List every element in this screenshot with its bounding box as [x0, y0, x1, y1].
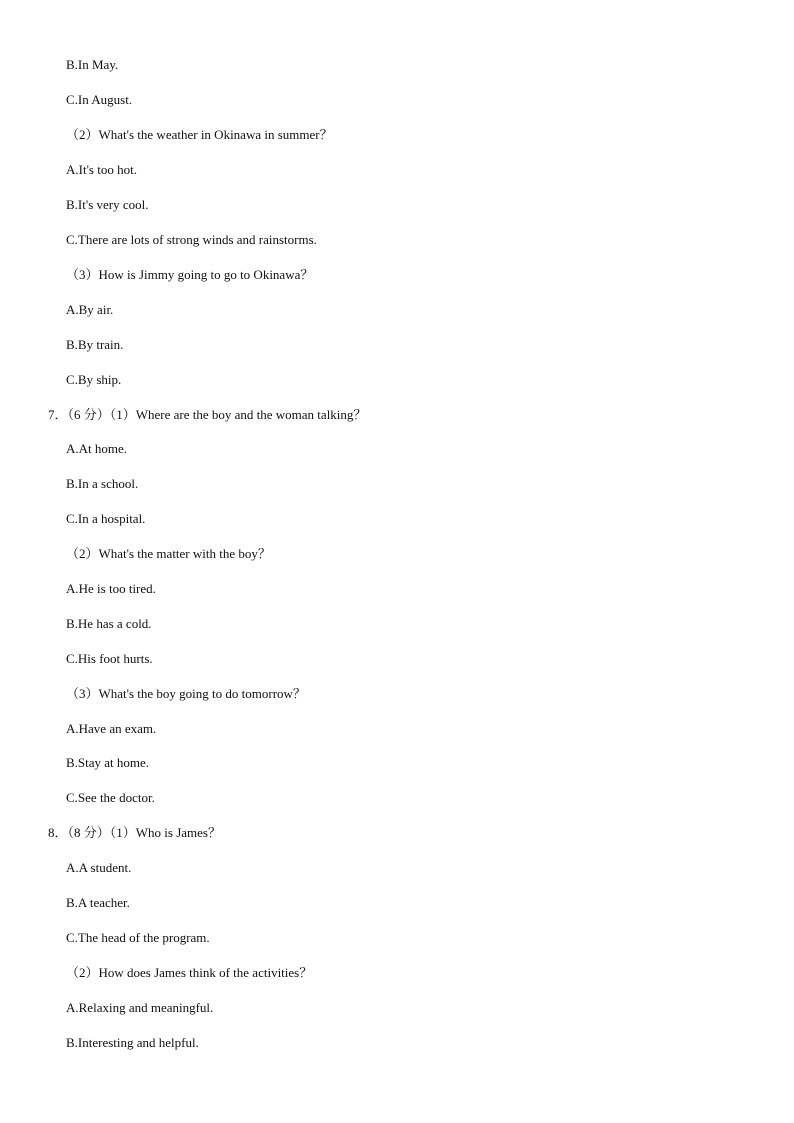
q7-sub2-option-a: A.He is too tired. — [66, 581, 156, 596]
q6-sub2-question: （2）What's the weather in Okinawa in summer？ — [66, 127, 333, 142]
q7-sub3-question: （3）What's the boy going to do tomorrow？ — [66, 686, 306, 701]
q6-sub1-option-b: B.In May. — [66, 57, 119, 72]
q8-sub2-option-b: B.Interesting and helpful. — [66, 1035, 199, 1050]
q8-header: 8．（8 分）（1）Who is James？ — [48, 825, 221, 840]
q7-sub1-option-c: C.In a hospital. — [66, 511, 146, 526]
q8-sub2-option-a: A.Relaxing and meaningful. — [66, 1000, 214, 1015]
q7-header: 7．（6 分）（1）Where are the boy and the woman talking？ — [48, 407, 367, 422]
q7-sub1-option-a: A.At home. — [66, 441, 128, 456]
q7-sub1-option-b: B.In a school. — [66, 476, 139, 491]
q7-sub3-option-a: A.Have an exam. — [66, 721, 157, 736]
q6-sub3-question: （3）How is Jimmy going to go to Okinawa？ — [66, 267, 314, 282]
q7-sub2-option-c: C.His foot hurts. — [66, 651, 153, 666]
q6-sub2-option-b: B.It's very cool. — [66, 197, 149, 212]
q7-sub2-question: （2）What's the matter with the boy？ — [66, 546, 271, 561]
q7-sub2-option-b: B.He has a cold. — [66, 616, 152, 631]
q8-sub2-question: （2）How does James think of the activities？ — [66, 965, 313, 980]
q6-sub3-option-c: C.By ship. — [66, 372, 122, 387]
q6-sub1-option-c: C.In August. — [66, 92, 133, 107]
q7-sub3-option-c: C.See the doctor. — [66, 790, 155, 805]
q7-sub3-option-b: B.Stay at home. — [66, 755, 150, 770]
q6-sub2-option-c: C.There are lots of strong winds and rainstorms. — [66, 232, 317, 247]
q6-sub3-option-a: A.By air. — [66, 302, 114, 317]
q8-sub1-option-a: A.A student. — [66, 860, 132, 875]
q6-sub3-option-b: B.By train. — [66, 337, 124, 352]
q8-sub1-option-b: B.A teacher. — [66, 895, 130, 910]
q6-sub2-option-a: A.It's too hot. — [66, 162, 137, 177]
q8-sub1-option-c: C.The head of the program. — [66, 930, 210, 945]
